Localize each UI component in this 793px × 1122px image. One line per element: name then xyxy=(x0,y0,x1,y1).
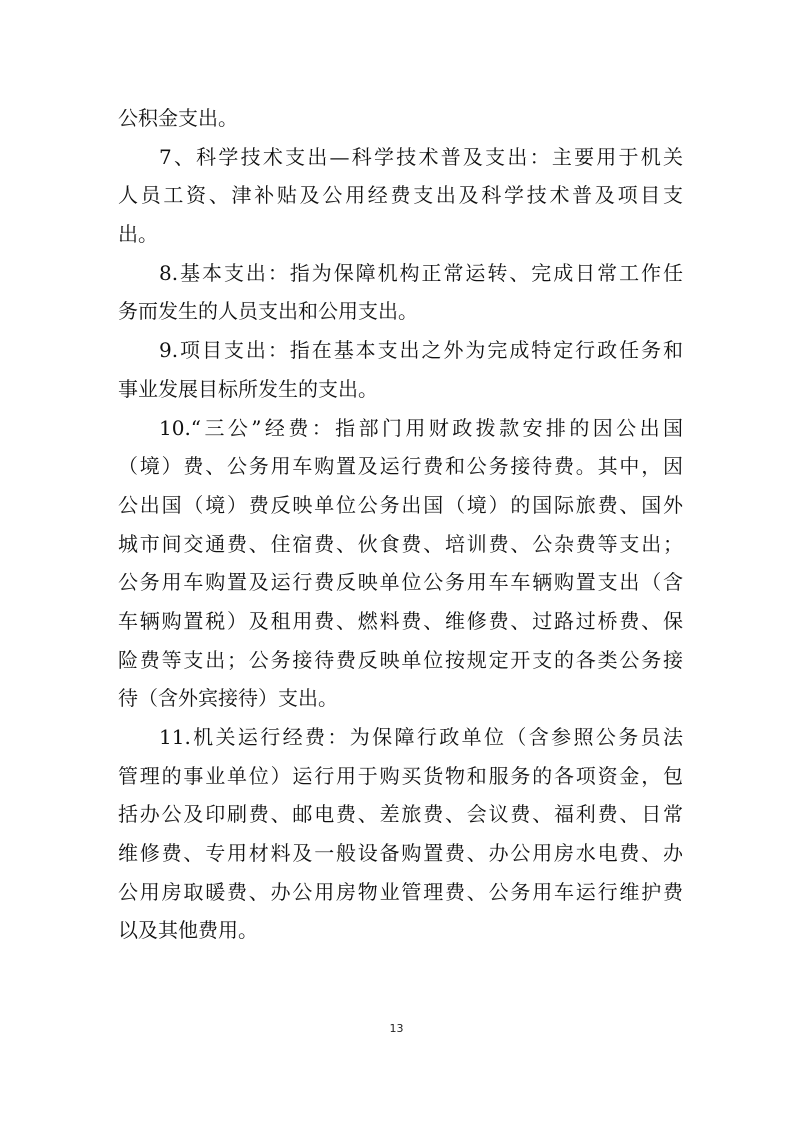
text-line: 出。 xyxy=(118,222,158,247)
text-line: 8.基本支出：指为保障机构正常运转、完成日常工作任 xyxy=(159,260,683,285)
text-line: 7、科学技术支出—科学技术普及支出：主要用于机关 xyxy=(159,144,683,169)
text-line: 公务用车购置及运行费反映单位公务用车车辆购置支出（含 xyxy=(118,570,683,595)
document-body xyxy=(118,99,683,950)
text-line: 公积金支出。 xyxy=(118,106,238,130)
text-line: 括办公及印刷费、邮电费、差旅费、会议费、福利费、日常 xyxy=(118,802,683,827)
text-line: 维修费、专用材料及一般设备购置费、办公用房水电费、办 xyxy=(118,841,683,866)
text-line: 待（含外宾接待）支出。 xyxy=(118,686,338,711)
text-line: 险费等支出；公务接待费反映单位按规定开支的各类公务接 xyxy=(118,647,683,672)
text-line: 管理的事业单位）运行用于购买货物和服务的各项资金，包 xyxy=(118,763,683,788)
text-line: 务而发生的人员支出和公用支出。 xyxy=(118,299,418,324)
text-line: 9.项目支出：指在基本支出之外为完成特定行政任务和 xyxy=(159,338,683,363)
text-line: 公用房取暖费、办公用房物业管理费、公务用车运行维护费 xyxy=(118,879,683,904)
text-line: 11.机关运行经费：为保障行政单位（含参照公务员法 xyxy=(159,725,683,749)
text-line: 人员工资、津补贴及公用经费支出及科学技术普及项目支 xyxy=(118,183,683,208)
text-line: 公出国（境）费反映单位公务出国（境）的国际旅费、国外 xyxy=(118,492,683,517)
text-line: 城市间交通费、住宿费、伙食费、培训费、公杂费等支出； xyxy=(118,531,683,556)
text-line: 事业发展目标所发生的支出。 xyxy=(118,376,378,401)
text-line: （境）费、公务用车购置及运行费和公务接待费。其中，因 xyxy=(118,454,683,479)
text-line: 以及其他费用。 xyxy=(118,918,258,943)
text-line: 车辆购置税）及租用费、燃料费、维修费、过路过桥费、保 xyxy=(118,608,683,633)
page-number: 13 xyxy=(389,1022,404,1035)
text-line: 10.“三公”经费：指部门用财政拨款安排的因公出国 xyxy=(159,415,683,440)
